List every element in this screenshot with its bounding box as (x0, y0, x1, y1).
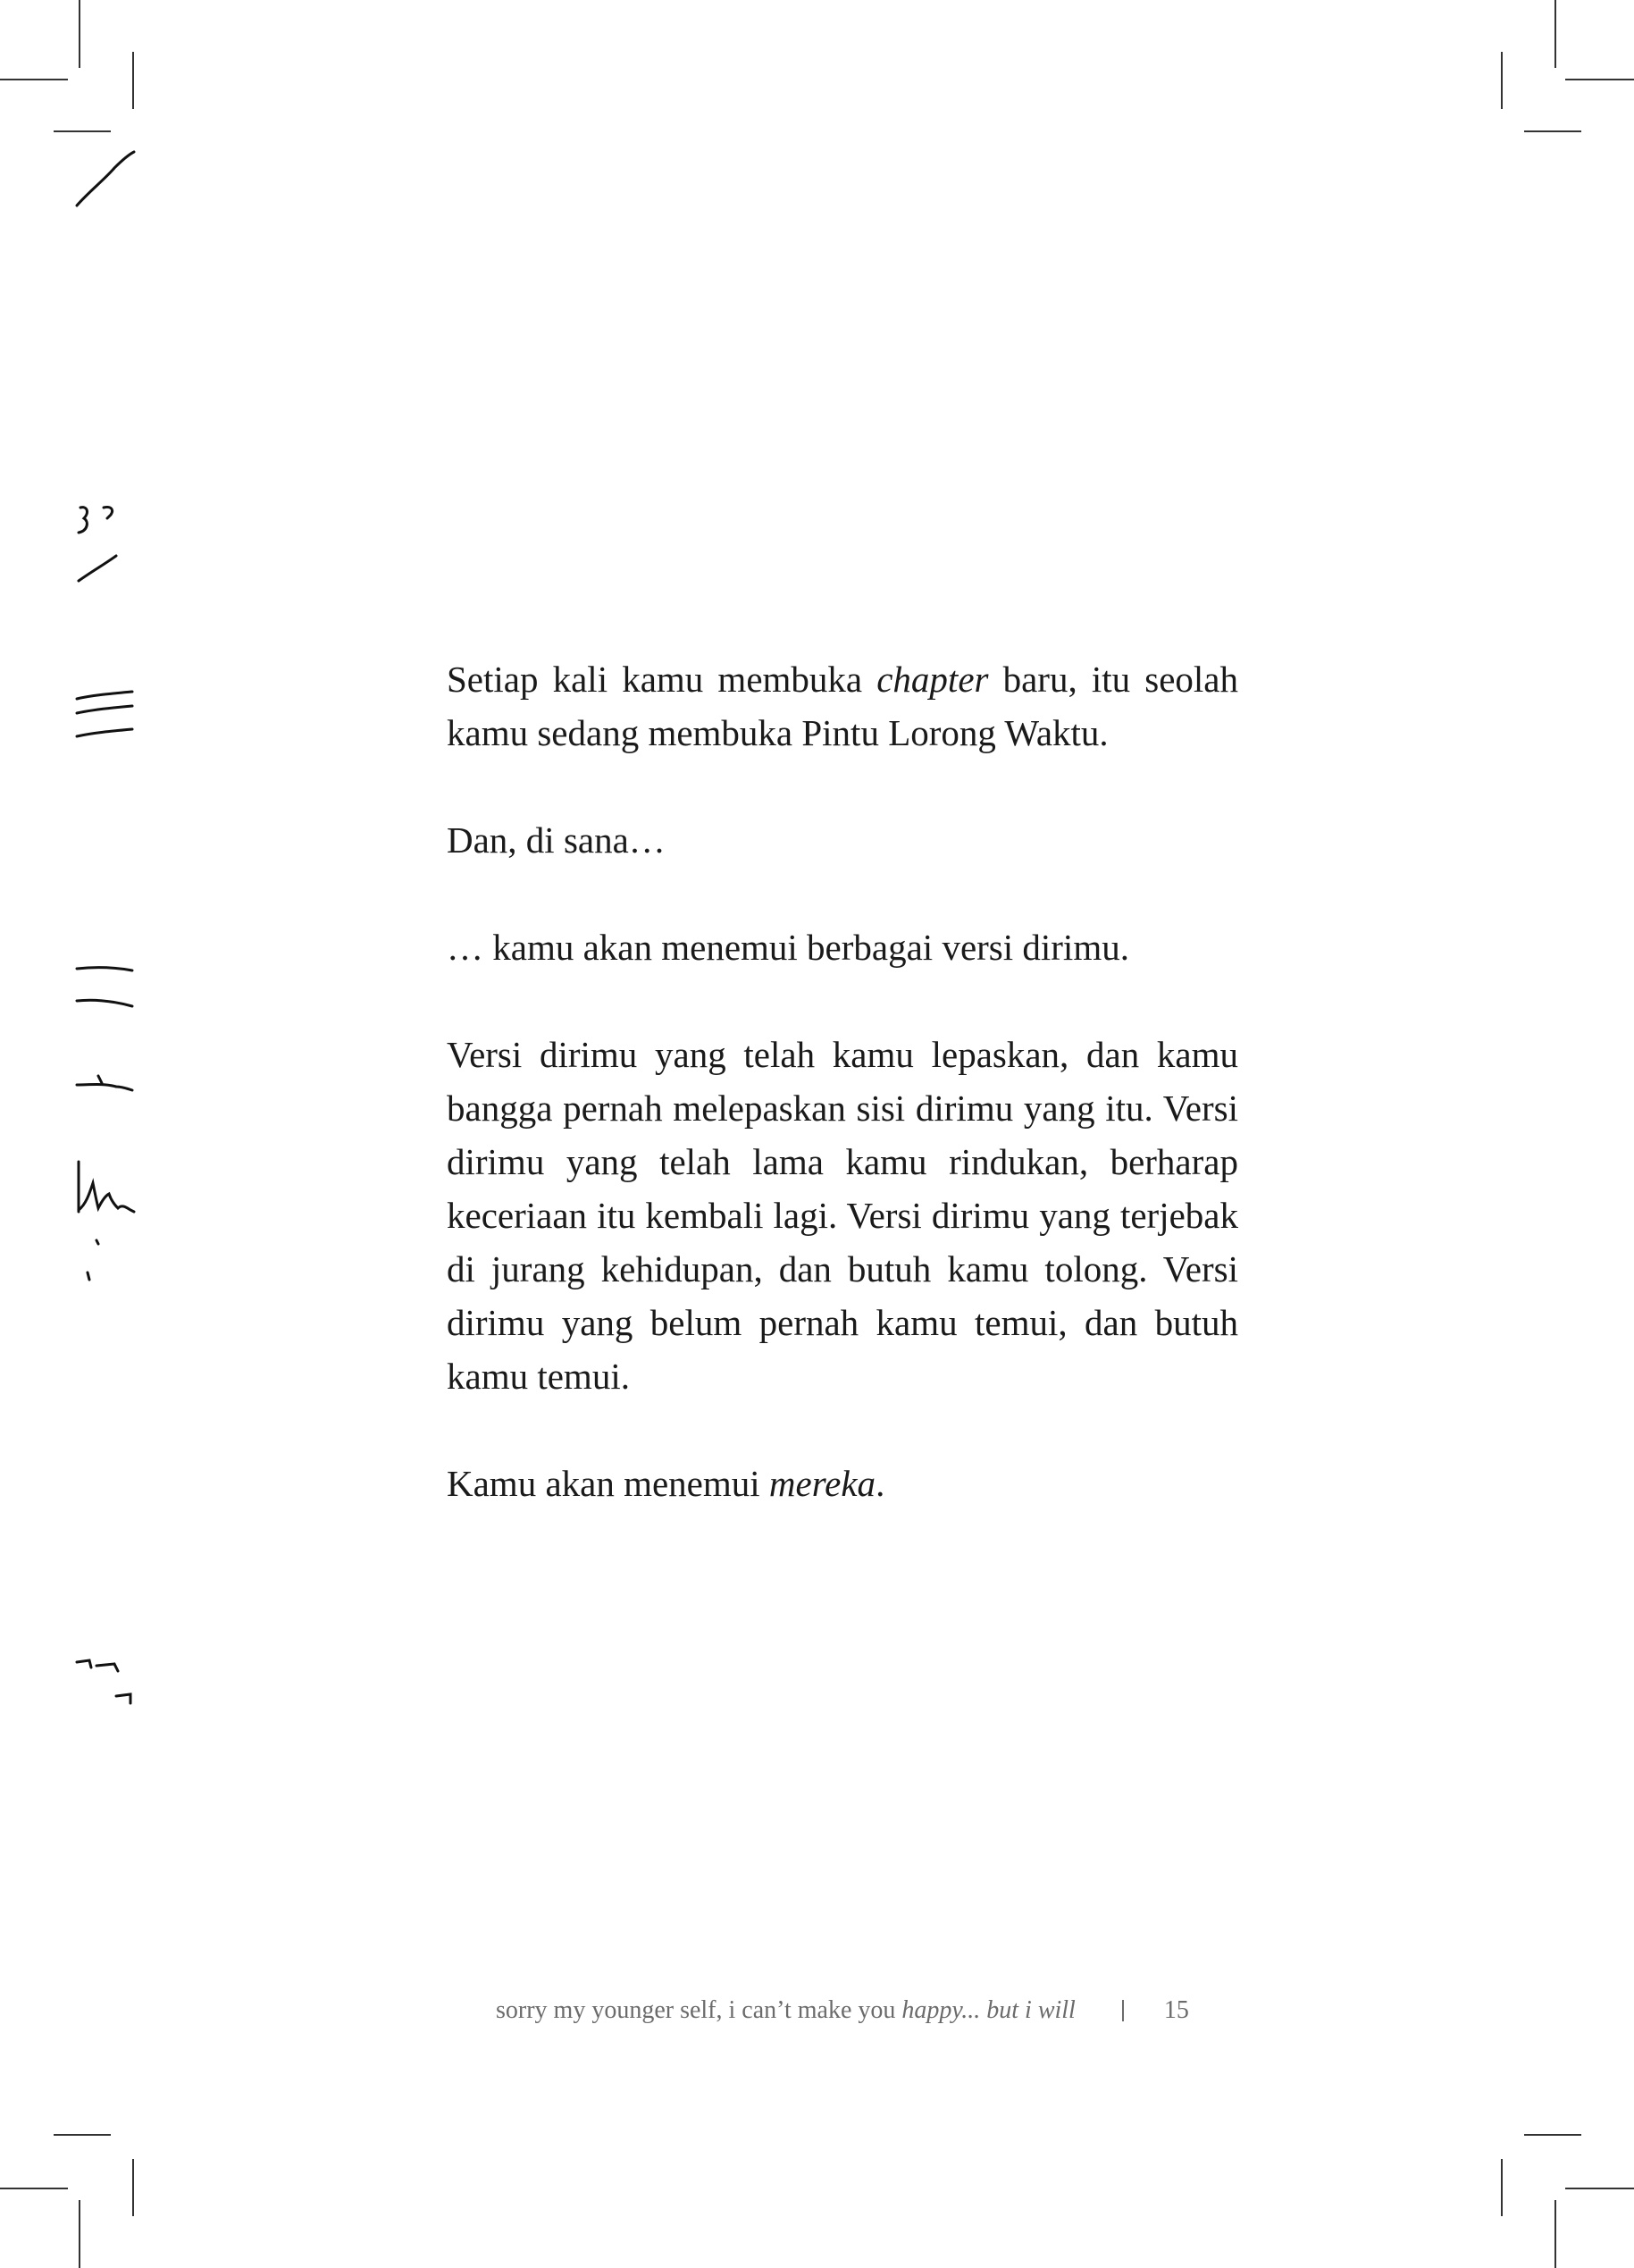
scribble-mark (77, 152, 134, 206)
scribble-mark (116, 1694, 130, 1703)
scribble-mark (77, 1000, 132, 1006)
crop-mark (1524, 130, 1581, 132)
scribble-mark (96, 1664, 118, 1671)
scribble-mark (77, 1085, 132, 1091)
crop-mark (1501, 52, 1503, 109)
scribble-mark (79, 508, 87, 533)
scribble-mark (77, 692, 132, 699)
margin-scribbles (0, 0, 179, 2268)
crop-mark (1554, 2200, 1556, 2268)
paragraph: Setiap kali kamu membuka chapter baru, itu seolah kamu sedang membuka Pintu Lorong Waktu. (447, 659, 1238, 753)
book-title: sorry my younger self, i can’t make you happy... but i will (496, 1996, 1076, 2024)
paragraph: … kamu akan menemui berbagai versi dirimu. (447, 927, 1129, 968)
paragraph: Kamu akan menemui mereka. (447, 1463, 885, 1504)
main-text (447, 652, 1238, 1510)
scribble-mark (98, 1076, 102, 1083)
italic-word: chapter (876, 659, 989, 700)
scribble-mark (77, 729, 132, 736)
paragraph: Versi dirimu yang telah kamu lepaskan, dan kamu bangga pernah melepaskan sisi dirimu yang itu. Versi dirimu yang telah lama kamu rindukan, berharap keceriaan itu kembali lagi. Versi dirimu yang terjebak di jurang kehidupan, dan butuh kamu tolong. Versi dirimu yang belum pernah kamu temui, dan butuh kamu temui. (447, 1034, 1238, 1397)
crop-mark (1524, 2134, 1581, 2136)
crop-mark (1501, 2159, 1503, 2216)
paragraph: Dan, di sana… (447, 819, 666, 861)
scribble-mark (77, 1660, 91, 1667)
italic-word: mereka (768, 1463, 876, 1504)
scribble-mark (79, 556, 116, 581)
crop-mark (1554, 0, 1556, 68)
scribble-mark (77, 968, 132, 970)
scribble-mark (104, 507, 113, 518)
scribble-mark (96, 1240, 98, 1244)
scribble-mark (77, 706, 132, 713)
scribble-mark (79, 1183, 134, 1212)
scribble-mark (88, 1273, 89, 1280)
crop-mark (1565, 2188, 1634, 2189)
footer-separator (1122, 2000, 1124, 2021)
crop-mark (1565, 79, 1634, 80)
page-number: 15 (1163, 1996, 1189, 2024)
running-footer (496, 1991, 1211, 2030)
